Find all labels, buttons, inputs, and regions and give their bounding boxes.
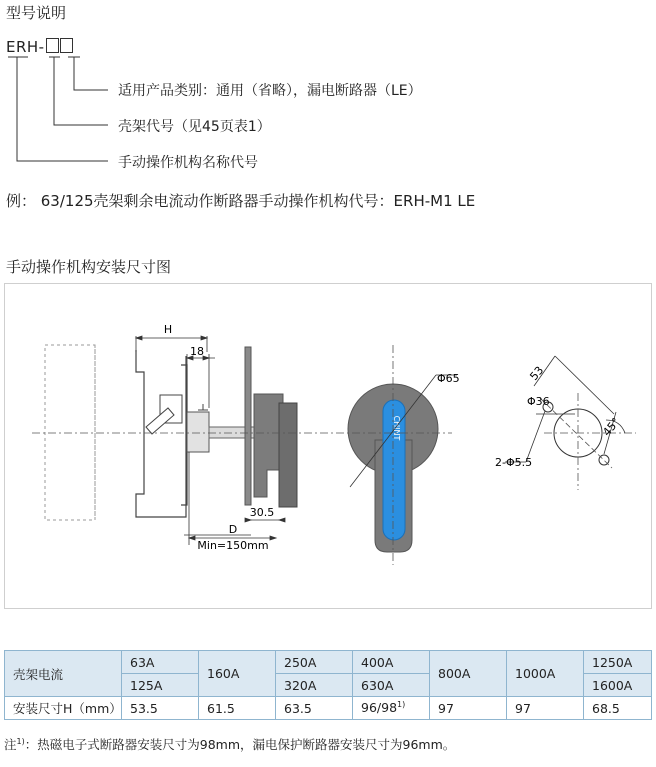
hole-pattern-view [495,356,636,490]
spec-table [4,650,652,720]
handle-side-grip [279,403,297,507]
note-text: ：热磁电子式断路器安装尺寸为98mm，漏电保护断路器安装尺寸为96mm。 [24,737,456,752]
breaker-outline [45,345,95,520]
dim-holes: 2-Φ5.5 [495,456,533,469]
front-view [336,345,460,565]
section-title: 型号说明 [6,4,67,22]
table-cell: 400A [353,651,430,674]
note-prefix: 注 [4,737,17,752]
dim-value: 96/98 [361,700,398,716]
note-sup: 1) [16,736,25,746]
footnote [4,735,455,753]
model-desc-3: 手动操作机构名称代号 [118,155,258,171]
mount-bracket [136,350,186,517]
table-cell: 320A [276,674,353,697]
table-cell: 97 [507,697,584,720]
table-cell: 53.5 [122,697,199,720]
brand-logo: CHINT [392,415,401,441]
table-cell: 630A [353,674,430,697]
table-row [5,697,652,720]
model-desc-1: 适用产品类别：通用（省略），漏电断路器（LE） [118,83,422,99]
row-header-current: 壳架电流 [5,651,122,697]
dim-30-5: 30.5 [249,506,275,519]
table-cell: 1250A [584,651,652,674]
row-header-dimension: 安装尺寸H（mm） [5,697,122,720]
table-cell: 97 [430,697,507,720]
shaft-adapter [187,412,209,452]
table-row [5,651,652,674]
dim-45deg: 45° [600,415,623,439]
table-cell [353,697,430,720]
table-cell: 1600A [584,674,652,697]
side-view [32,323,336,552]
dim-H: H [163,323,173,336]
table-cell: 61.5 [199,697,276,720]
model-code-prefix: ERH- [6,38,45,56]
table-cell: 68.5 [584,697,652,720]
table-cell: 63.5 [276,697,353,720]
dim-53: 53 [527,363,547,383]
dim-phi65: Φ65 [437,372,460,385]
dim-D: D [228,523,238,536]
model-desc-2: 壳架代号（见45页表1） [118,119,271,135]
table-cell: 250A [276,651,353,674]
dim-min: Min=150mm [197,539,269,552]
figure-title: 手动操作机构安装尺寸图 [6,258,172,276]
table-cell: 125A [122,674,199,697]
model-example: 例： 63/125壳架剩余电流动作断路器手动操作机构代号：ERH-M1 LE [6,192,476,210]
dim-phi36: Φ36 [527,395,550,408]
table-cell: 160A [199,651,276,697]
table-cell: 1000A [507,651,584,697]
cabinet-door [245,347,251,505]
table-cell: 800A [430,651,507,697]
dim-18: 18 [190,345,204,358]
table-cell: 63A [122,651,199,674]
footnote-mark: 1) [397,700,406,710]
